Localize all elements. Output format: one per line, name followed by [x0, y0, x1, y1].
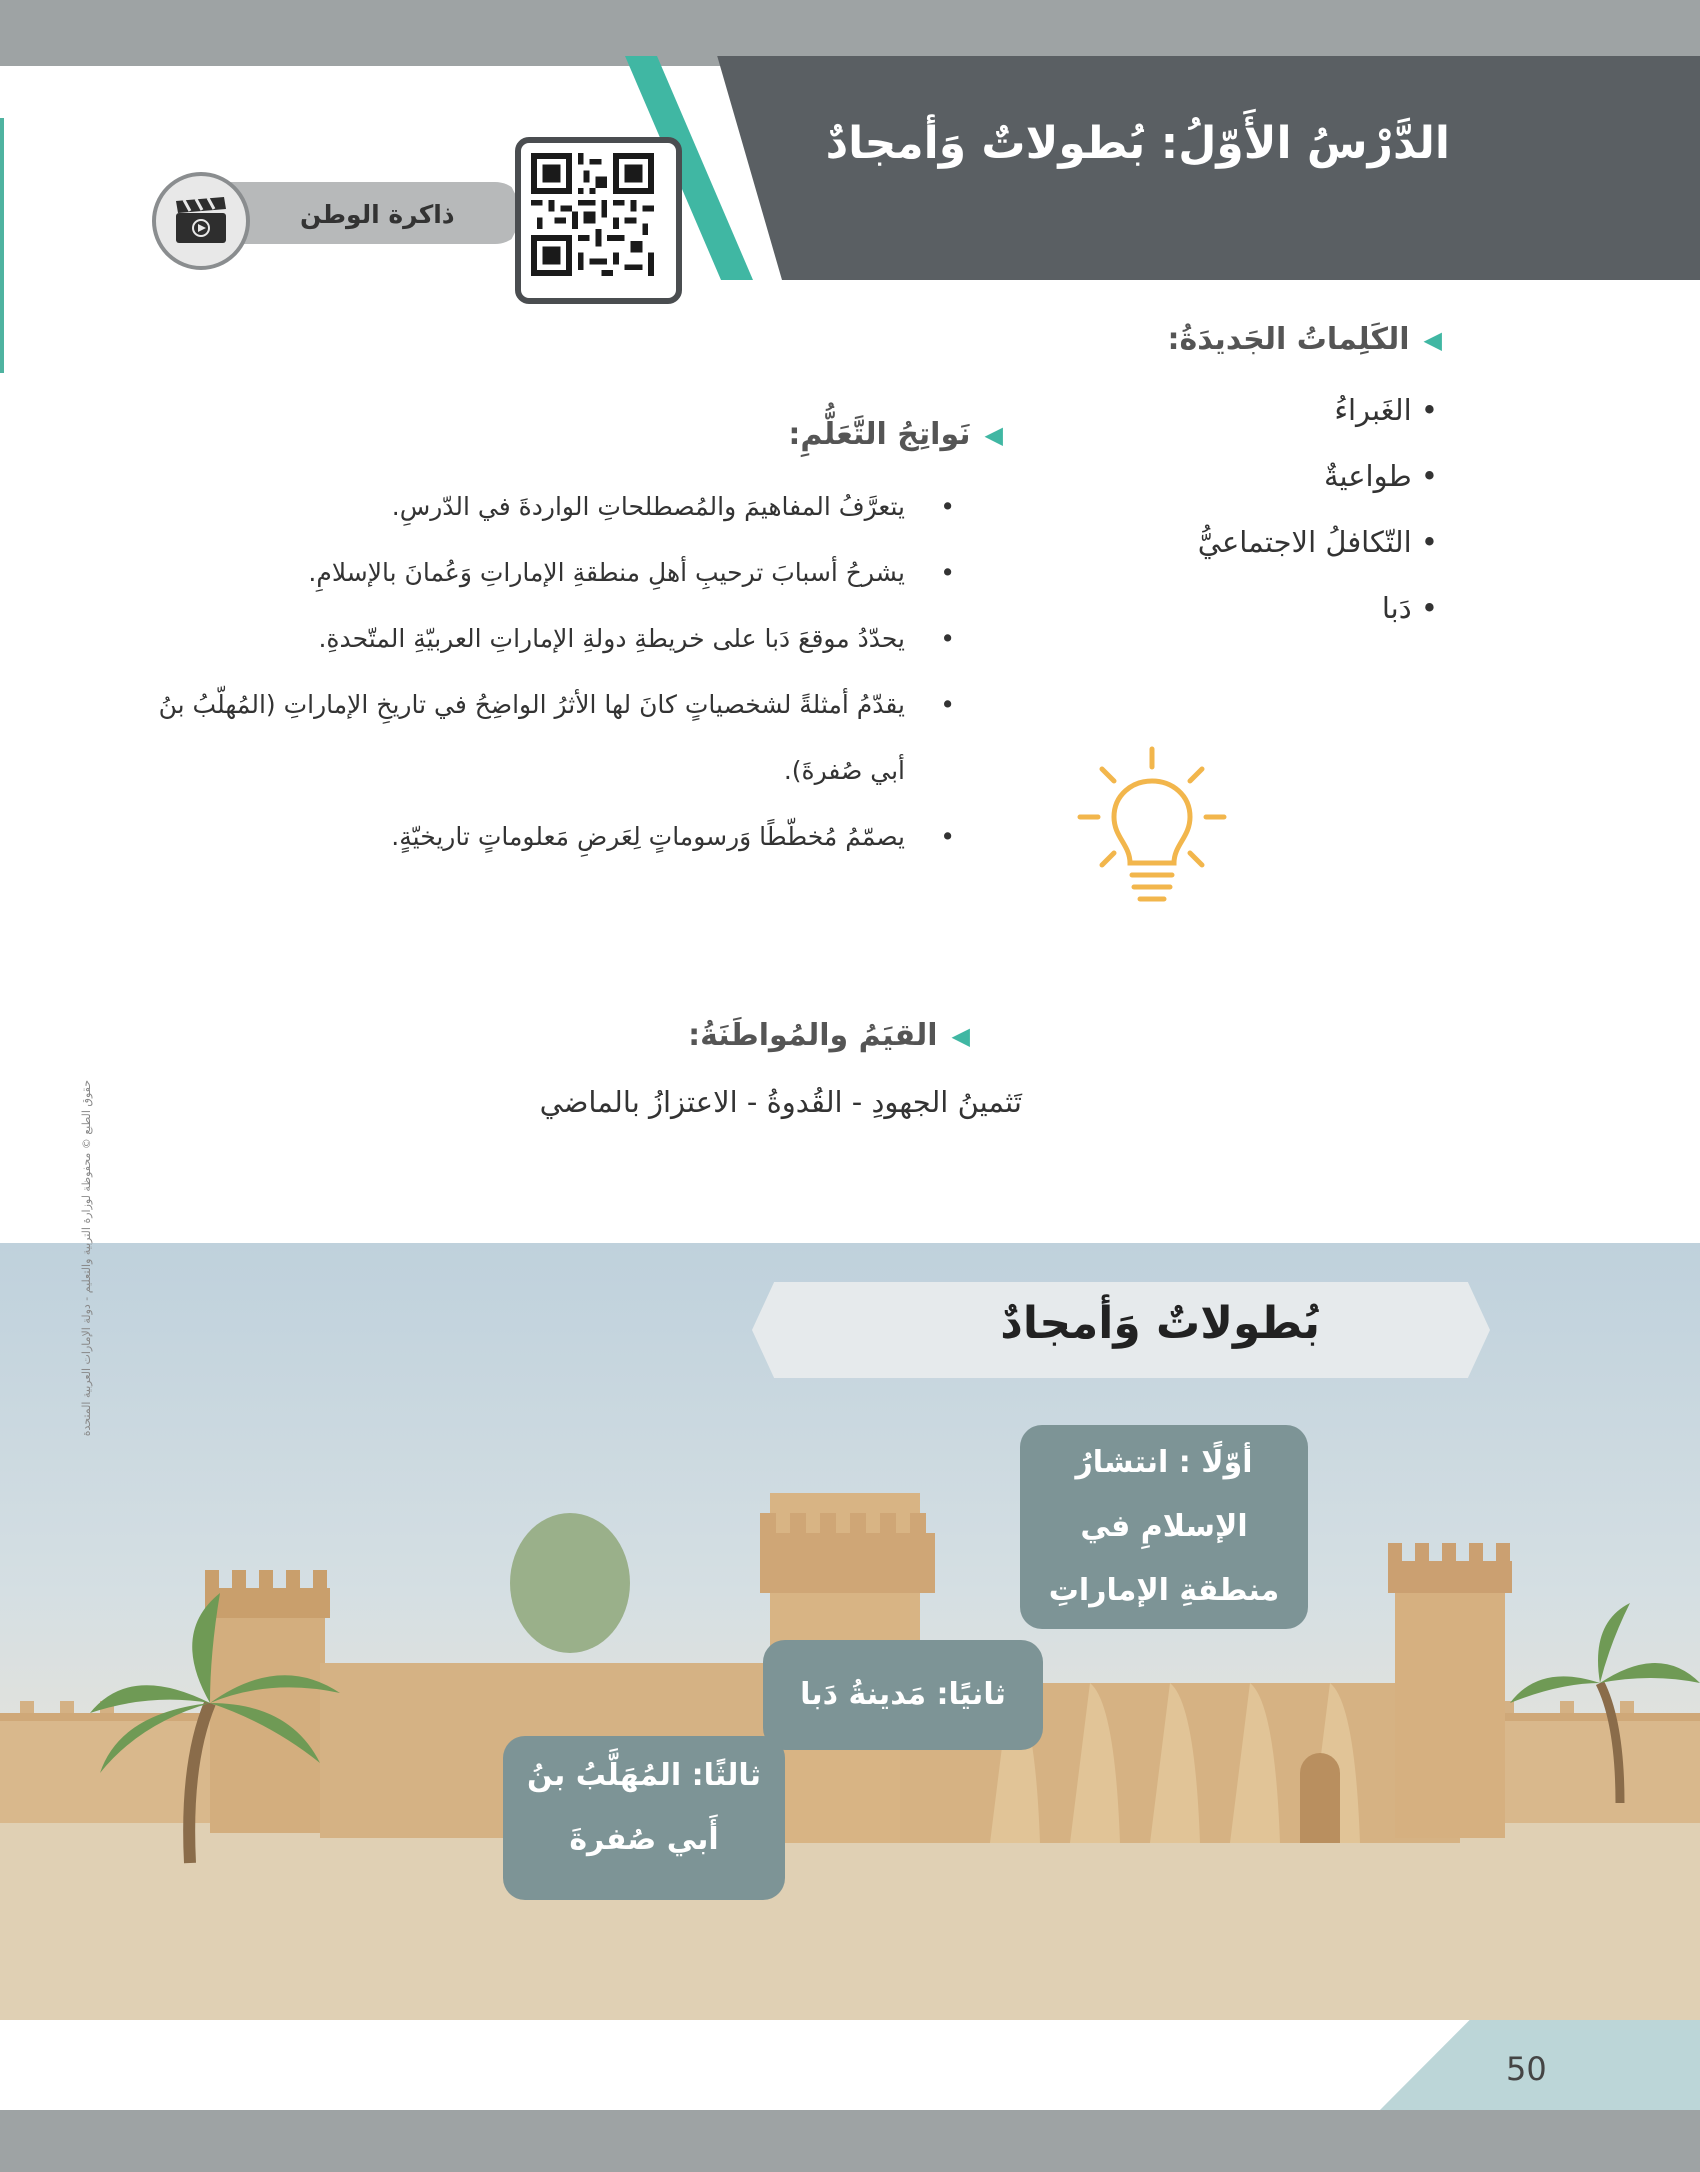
outcomes-heading-text: نَواتِجُ التَّعَلُّمِ: — [788, 417, 971, 452]
outcome-item: • يقدّمُ أمثلةً لشخصياتٍ كانَ لها الأثرُ الواضِحُ في تاريخِ الإماراتِ (المُهلّبُ بنُ أبي صُفرةَ). — [155, 672, 955, 804]
outcome-item: • يتعرَّفُ المفاهيمَ والمُصطلحاتِ الواردةَ في الدّرسِ. — [155, 474, 955, 540]
triangle-bullet-icon: ◀ — [1423, 325, 1442, 354]
values-heading — [688, 1018, 970, 1053]
outcome-item: • يشرحُ أسبابَ ترحيبِ أهلِ منطقةِ الإماراتِ وَعُمانَ بالإسلامِ. — [155, 540, 955, 606]
new-words-list — [1198, 393, 1438, 657]
bottom-bar — [0, 2110, 1700, 2172]
triangle-bullet-icon: ◀ — [951, 1021, 970, 1050]
clapperboard-icon[interactable] — [152, 172, 250, 270]
values-heading-text: القيَمُ والمُواطَنَةُ: — [688, 1018, 938, 1053]
qr-code-icon[interactable] — [515, 137, 682, 304]
outcomes-list — [155, 474, 955, 870]
new-word-item: • طواعيةٌ — [1198, 459, 1438, 525]
outcomes-heading — [788, 417, 1003, 452]
lesson-title: الدَّرْسُ الأَوّلُ: بُطولاتٌ وَأمجادٌ — [825, 118, 1450, 169]
new-word-item: • التّكافلُ الاجتماعيُّ — [1198, 525, 1438, 591]
new-word-item: • الغَبراءُ — [1198, 393, 1438, 459]
triangle-bullet-icon: ◀ — [984, 420, 1003, 449]
values-text: تَثمينُ الجهودِ - القُدوةُ - الاعتزازُ بالماضي — [539, 1085, 1022, 1119]
new-words-heading-text: الكَلِماتُ الجَديدَةُ: — [1167, 322, 1410, 357]
topic-box-second[interactable]: ثانيًا: مَدينةُ دَبا — [763, 1640, 1043, 1750]
lightbulb-icon — [1072, 745, 1232, 915]
topic-box-third[interactable]: ثالثًا: المُهَلَّبُ بنُ أَبي صُفرةَ — [503, 1736, 785, 1900]
page-number: 50 — [1506, 2050, 1547, 2088]
new-word-item: • دَبا — [1198, 591, 1438, 657]
outcome-item: • يحدّدُ موقعَ دَبا على خريطةِ دولةِ الإماراتِ العربيّةِ المتّحدةِ. — [155, 606, 955, 672]
new-words-heading — [1168, 322, 1442, 357]
outcome-item: • يصمّمُ مُخطّطًا وَرسوماتٍ لِعَرضِ مَعلوماتٍ تاريخيّةٍ. — [155, 804, 955, 870]
memory-label[interactable]: ذاكرة الوطن — [300, 200, 455, 229]
copyright-notice: حقوق الطبع © محفوظة لوزارة التربية والتعليم - دولة الإمارات العربية المتحدة — [80, 1080, 93, 1437]
topic-box-first[interactable]: أوّلًا : انتشارُ الإسلامِ في منطقةِ الإماراتِ — [1020, 1425, 1308, 1629]
banner-title: بُطولاتٌ وَأمجادٌ — [1000, 1298, 1320, 1349]
left-accent-stripe — [0, 118, 4, 373]
